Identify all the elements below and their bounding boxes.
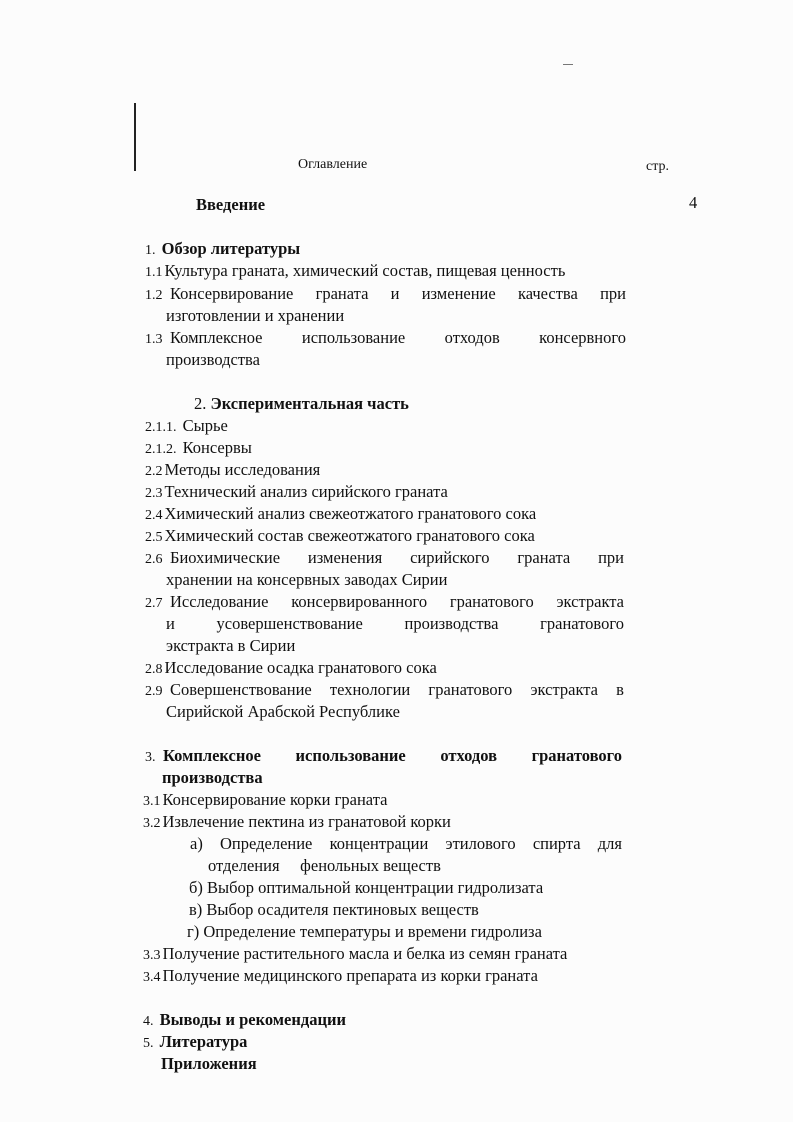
- toc-item-2-9-number: [145, 679, 165, 703]
- toc-item-3-3: [143, 943, 567, 967]
- word: при: [598, 548, 624, 567]
- toc-chapter-1: [145, 238, 300, 262]
- word: Комплексное: [170, 328, 263, 347]
- toc-subitem-d: г) Определение температуры и времени гидролиза: [187, 922, 542, 941]
- word: и: [390, 284, 400, 303]
- word: и: [166, 614, 175, 633]
- toc-item-2-1-2: [145, 437, 252, 461]
- word: отходов: [440, 746, 497, 765]
- toc-subitem-c: в) Выбор осадителя пектиновых веществ: [189, 900, 479, 919]
- word: гранатового: [531, 746, 622, 765]
- toc-item-2-6-line1: [170, 547, 624, 569]
- word: производства: [404, 614, 499, 633]
- toc-item-2-6-number: [145, 547, 165, 571]
- word: усовершенствование: [216, 614, 363, 633]
- toc-item-2-3: [145, 481, 448, 505]
- item-title: Технический анализ сирийского граната: [164, 482, 448, 501]
- toc-chapter-2: [194, 393, 409, 415]
- item-title: Культура граната, химический состав, пищевая ценность: [164, 261, 566, 280]
- word: технологии: [329, 680, 411, 699]
- item-number: 1.1: [145, 265, 163, 280]
- chapter-4-number: 4.: [143, 1014, 154, 1029]
- item-number: 1.2: [145, 288, 163, 303]
- scan-margin-mark: [134, 103, 136, 171]
- word: сирийского: [410, 548, 490, 567]
- toc-item-1-2-line1: [170, 283, 626, 305]
- toc-appendix: Приложения: [161, 1054, 257, 1073]
- toc-item-2-7-number: [145, 591, 165, 615]
- intro-page-number: 4: [689, 193, 698, 212]
- chapter-5-title: Литература: [159, 1032, 248, 1051]
- item-title: Исследование осадка гранатового сока: [164, 658, 437, 677]
- toc-item-2-2: [145, 459, 320, 483]
- item-number: 2.8: [145, 662, 163, 677]
- chapter-3-title-line2: производства: [162, 768, 263, 787]
- toc-heading: Оглавление: [298, 157, 368, 172]
- word: изменения: [307, 548, 383, 567]
- toc-item-2-7-line1: [170, 591, 624, 613]
- toc-item-2-7-line2: [166, 613, 624, 635]
- word: граната: [315, 284, 369, 303]
- word: Исследование: [170, 592, 269, 611]
- toc-chapter-5: [143, 1031, 247, 1055]
- item-number: 3.: [145, 750, 156, 765]
- item-title: Химический анализ свежеотжатого гранатового сока: [164, 504, 537, 523]
- toc-item-3-1: [143, 789, 387, 813]
- item-title: Методы исследования: [164, 460, 321, 479]
- item-number: 2.3: [145, 486, 163, 501]
- word: этилового: [445, 834, 516, 853]
- word: гранатового: [449, 592, 534, 611]
- item-number: 2.1.1.: [145, 420, 177, 435]
- word: Биохимические: [170, 548, 281, 567]
- toc-item-2-8: [145, 657, 437, 681]
- item-number: 3.4: [143, 970, 161, 985]
- chapter-3-number: [145, 745, 158, 769]
- chapter-2-number: 2.: [194, 394, 207, 413]
- item-number: 3.2: [143, 816, 161, 831]
- word: в: [616, 680, 624, 699]
- word: Определение: [220, 834, 313, 853]
- item-number: 2.6: [145, 552, 163, 567]
- toc-item-1-3-line2: производства: [166, 350, 260, 369]
- word: граната: [517, 548, 571, 567]
- toc-item-1-3-number: [145, 327, 165, 351]
- word: Совершенствование: [170, 680, 312, 699]
- item-title: Сырье: [182, 416, 228, 435]
- item-title: Химический состав свежеотжатого гранатового сока: [164, 526, 535, 545]
- scan-dash-mark: [563, 64, 573, 65]
- word: при: [600, 284, 626, 303]
- item-number: 2.2: [145, 464, 163, 479]
- toc-item-3-4: [143, 965, 538, 989]
- word: экстракта: [530, 680, 598, 699]
- word: для: [597, 834, 622, 853]
- toc-item-2-5: [145, 525, 535, 549]
- chapter-4-title: Выводы и рекомендации: [159, 1010, 346, 1029]
- word: а): [190, 834, 203, 853]
- item-number: 2.4: [145, 508, 163, 523]
- toc-item-2-7-line3: экстракта в Сирии: [166, 636, 296, 655]
- toc-item-2-9-line1: [170, 679, 624, 701]
- chapter-3-title-line1: [163, 745, 622, 767]
- item-title: Консервы: [182, 438, 252, 457]
- toc-item-1-1: [145, 260, 565, 284]
- word: использование: [301, 328, 406, 347]
- toc-item-1-2-line2: изготовлении и хранении: [166, 306, 345, 325]
- chapter-1-number: 1.: [145, 243, 156, 258]
- item-number: 1.3: [145, 332, 163, 347]
- item-number: 2.7: [145, 596, 163, 611]
- word: использование: [295, 746, 406, 765]
- page-column-label: стр.: [646, 159, 670, 174]
- chapter-5-number: 5.: [143, 1036, 154, 1051]
- item-number: 3.1: [143, 794, 161, 809]
- item-title: Получение медицинского препарата из корки граната: [162, 966, 538, 985]
- word: гранатового: [540, 614, 624, 633]
- word: концентрации: [329, 834, 429, 853]
- toc-item-1-3-line1: [170, 327, 626, 349]
- item-number: 2.5: [145, 530, 163, 545]
- word: гранатового: [428, 680, 513, 699]
- word: спирта: [532, 834, 581, 853]
- chapter-2-title: Экспериментальная часть: [210, 394, 409, 413]
- toc-subitem-a-line1: [190, 833, 622, 855]
- item-number: 2.9: [145, 684, 163, 699]
- word: консервного: [539, 328, 626, 347]
- item-title: Консервирование корки граната: [162, 790, 388, 809]
- intro-label: Введение: [196, 195, 266, 214]
- toc-item-2-9-line2: Сирийской Арабской Республике: [166, 702, 400, 721]
- toc-subitem-a-line2: отделения фенольных веществ: [208, 856, 441, 875]
- word: изменение: [421, 284, 496, 303]
- toc-item-2-1-1: [145, 415, 228, 439]
- toc-subitem-b: б) Выбор оптимальной концентрации гидролизата: [189, 878, 544, 897]
- word: экстракта: [556, 592, 624, 611]
- word: Комплексное: [163, 746, 261, 765]
- word: Консервирование: [170, 284, 294, 303]
- item-title: Извлечение пектина из гранатовой корки: [162, 812, 451, 831]
- toc-item-1-2-number: [145, 283, 165, 307]
- word: консервированного: [291, 592, 428, 611]
- toc-item-3-2: [143, 811, 451, 835]
- item-title: Получение растительного масла и белка из семян граната: [162, 944, 568, 963]
- word: отходов: [444, 328, 500, 347]
- word: качества: [517, 284, 578, 303]
- item-number: 2.1.2.: [145, 442, 177, 457]
- toc-item-2-4: [145, 503, 536, 527]
- toc-item-2-6-line2: хранении на консервных заводах Сирии: [166, 570, 448, 589]
- chapter-1-title: Обзор литературы: [161, 239, 301, 258]
- item-number: 3.3: [143, 948, 161, 963]
- toc-chapter-4: [143, 1009, 346, 1033]
